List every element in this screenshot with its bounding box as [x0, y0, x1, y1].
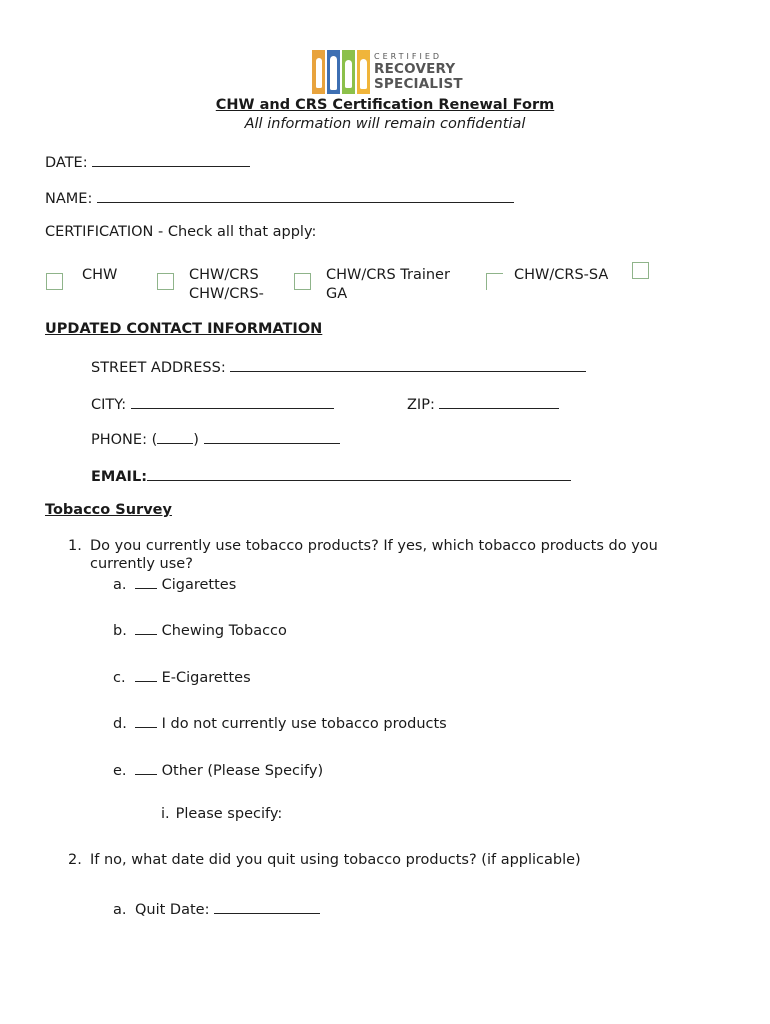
option-letter: e. [113, 763, 127, 779]
survey-heading: Tobacco Survey [45, 502, 172, 518]
street-field[interactable] [230, 357, 586, 372]
option-d [113, 713, 447, 732]
name-row [45, 188, 514, 207]
certification-label: CERTIFICATION - Check all that apply: [45, 224, 317, 240]
name-field[interactable] [97, 188, 514, 203]
date-label: DATE: [45, 155, 88, 171]
email-label: EMAIL: [91, 469, 147, 485]
city-label: CITY: [91, 397, 127, 413]
option-c [113, 667, 251, 686]
option-trainer-label-2: GA [326, 286, 348, 302]
option-letter: a. [113, 577, 127, 593]
option-sa-label: CHW/CRS-SA [514, 267, 609, 283]
question-1 [68, 538, 658, 554]
phone-row [91, 429, 340, 448]
specify-text: Please specify: [175, 806, 283, 822]
date-field[interactable] [92, 152, 250, 167]
logo-bar-yellow [357, 50, 370, 94]
form-title: CHW and CRS Certification Renewal Form [215, 97, 555, 113]
option-text: I do not currently use tobacco products [161, 716, 447, 732]
option-a [113, 574, 236, 593]
logo-bar-blue [327, 50, 340, 94]
name-label: NAME: [45, 191, 93, 207]
option-blank[interactable] [135, 620, 157, 635]
question-2 [68, 852, 581, 868]
logo-text-recovery: RECOVERY [374, 61, 456, 77]
logo-text-specialist: SPECIALIST [374, 76, 463, 92]
street-label: STREET ADDRESS: [91, 360, 226, 376]
phone-number-field[interactable] [204, 429, 340, 444]
checkbox-chw-crs-sa[interactable] [632, 262, 649, 279]
option-trainer-label: CHW/CRS Trainer [326, 267, 450, 283]
phone-area-code-field[interactable] [157, 429, 193, 444]
street-row [91, 357, 586, 376]
certified-recovery-specialist-logo [312, 50, 463, 94]
phone-close-paren: ) [193, 432, 199, 448]
option-letter: c. [113, 670, 126, 686]
zip-field[interactable] [439, 394, 559, 409]
checkbox-chw-crs[interactable] [157, 273, 174, 290]
option-blank[interactable] [135, 713, 157, 728]
form-subtitle: All information will remain confidential [244, 116, 526, 132]
question-2-number: 2. [68, 852, 82, 868]
checkbox-chw-crs-ga[interactable] [486, 273, 503, 290]
option-blank[interactable] [135, 574, 157, 589]
quit-date-row [113, 899, 320, 918]
question-2-text: If no, what date did you quit using tobacco products? (if applicable) [90, 852, 581, 868]
question-1-text: Do you currently use tobacco products? If yes, which tobacco products do you [90, 538, 658, 554]
option-chw-crs-label: CHW/CRS [189, 267, 259, 283]
question-1-text-2: currently use? [90, 556, 193, 572]
phone-label: PHONE: ( [91, 432, 158, 448]
option-letter: b. [113, 623, 127, 639]
email-row [91, 466, 571, 485]
zip-row [407, 394, 559, 413]
option-e [113, 760, 323, 779]
option-letter: d. [113, 716, 127, 732]
contact-heading: UPDATED CONTACT INFORMATION [45, 321, 323, 337]
specify-number: i. [161, 806, 170, 822]
option-blank[interactable] [135, 667, 157, 682]
option-text: Other (Please Specify) [161, 763, 324, 779]
checkbox-chw-crs-trainer[interactable] [294, 273, 311, 290]
option-b [113, 620, 287, 639]
option-blank[interactable] [135, 760, 157, 775]
logo-text-certified: CERTIFIED [374, 52, 443, 61]
zip-label: ZIP: [407, 397, 435, 413]
option-text: Cigarettes [161, 577, 237, 593]
option-text: Chewing Tobacco [161, 623, 287, 639]
quit-label: Quit Date: [135, 902, 210, 918]
option-text: E-Cigarettes [161, 670, 251, 686]
city-row [91, 394, 334, 413]
quit-date-field[interactable] [214, 899, 320, 914]
option-chw-label: CHW [82, 267, 118, 283]
please-specify [161, 806, 282, 822]
checkbox-chw[interactable] [46, 273, 63, 290]
date-row [45, 152, 250, 171]
city-field[interactable] [131, 394, 334, 409]
question-1-number: 1. [68, 538, 82, 554]
quit-letter: a. [113, 902, 127, 918]
logo-bar-orange [312, 50, 325, 94]
logo-bar-green [342, 50, 355, 94]
email-field[interactable] [147, 466, 571, 481]
option-chw-crs-label-2: CHW/CRS- [189, 286, 264, 302]
